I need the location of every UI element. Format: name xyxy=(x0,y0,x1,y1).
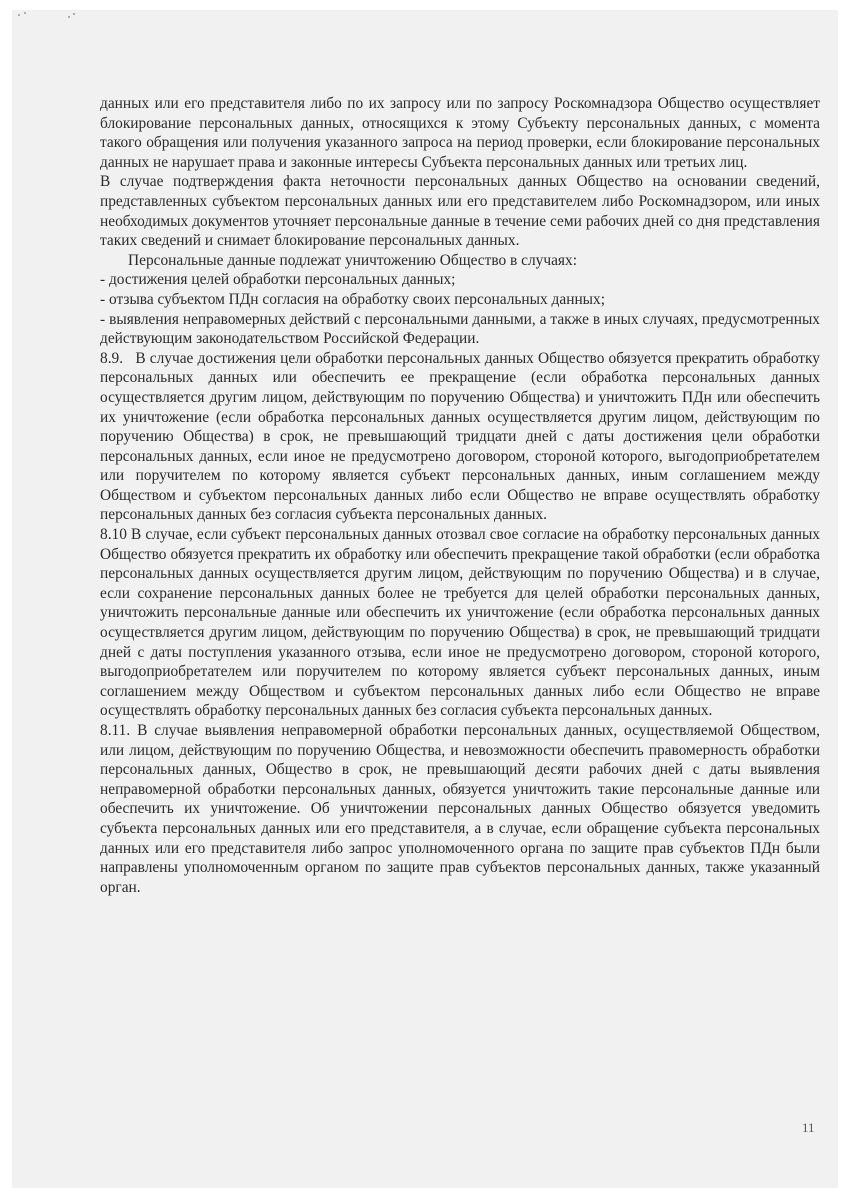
document-body xyxy=(100,94,820,897)
paragraph-destruction-cases: Персональные данные подлежат уничтожению Общество в случаях: xyxy=(128,251,577,269)
list-item: - выявления неправомерных действий с персональными данными, а также в иных случаях, предусмотренных действующим законодательством Российской Федерации. xyxy=(100,310,820,348)
list-item: - достижения целей обработки персональных данных; xyxy=(100,271,456,289)
clause-8-10: 8.10 В случае, если субъект персональных данных отозвал свое согласие на обработку персональных данных Общество обязуется прекратить их обработку или обеспечить прекращение такой обработки (если обработка персональных данных осуществляется другим лицом, действующим по поручению Общества) и в случае, если сохранение персональных данных более не требуется для целей обработки персональных данных, уничтожить персональные данные или обеспечить их уничтожение (если обработка персональных данных осуществляется другим лицом, действующим по поручению Общества) в срок, не превышающий тридцати дней с даты поступления указанного отзыва, если иное не предусмотрено договором, стороной которого, выгодоприобретателем или поручителем по которому является субъект персональных данных, иным соглашением между Обществом и субъектом персональных данных либо если Общество не вправе осуществлять обработку персональных данных без согласия субъекта персональных данных. xyxy=(100,526,820,720)
scan-speck xyxy=(18,14,20,16)
scan-speck xyxy=(73,13,75,15)
scan-speck xyxy=(24,12,26,14)
page-number: 11 xyxy=(802,1120,815,1135)
paragraph-blocking: данных или его представителя либо по их запросу или по запросу Роскомнадзора Общество осуществляет блокирование персональных данных, относящихся к этому Субъекту персональных данных, с момента такого обращения или получения указанного запроса на период проверки, если блокирование персональных данных не нарушает права и законные интересы Субъекта персональных данных или третьих лиц. xyxy=(100,95,820,171)
scan-speck xyxy=(68,16,70,18)
list-item: - отзыва субъектом ПДн согласия на обработку своих персональных данных; xyxy=(100,290,605,308)
clause-8-11: 8.11. В случае выявления неправомерной обработки персональных данных, осуществляемой Обществом, или лицом, действующим по поручению Общества, и невозможности обеспечить правомерность обработки персональных данных, Общество в срок, не превышающий десяти рабочих дней с даты выявления неправомерной обработки персональных данных, обязуется уничтожить такие персональные данные или обеспечить их уничтожение. Об уничтожении персональных данных Общество обязуется уведомить субъекта персональных данных или его представителя, а в случае, если обращение субъекта персональных данных или его представителя либо запрос уполномоченного органа по защите прав субъектов ПДн были направлены уполномоченным органом по защите прав субъектов персональных данных, также указанный орган. xyxy=(100,722,820,896)
paragraph-inaccuracy: В случае подтверждения факта неточности персональных данных Общество на основании сведений, представленных субъектом персональных данных или его представителем либо Роскомнадзором, или иных необходимых документов уточняет персональные данные в течение семи рабочих дней со дня представления таких сведений и снимает блокирование персональных данных. xyxy=(100,173,820,250)
clause-8-9: 8.9. В случае достижения цели обработки персональных данных Общество обязуется прекратить обработку персональных данных или обеспечить ее прекращение (если обработка персональных данных осуществляется другим лицом, действующим по поручению Общества) и уничтожить ПДн или обеспечить их уничтожение (если обработка персональных данных осуществляется другим лицом, действующим по поручению Общества) в срок, не превышающий тридцати дней с даты достижения цели обработки персональных данных, если иное не предусмотрено договором, стороной которого, выгодоприобретателем или поручителем по которому является субъект персональных данных, иным соглашением между Обществом и субъектом персональных данных либо если Общество не вправе осуществлять обработку персональных данных без согласия субъекта персональных данных. xyxy=(100,349,820,524)
document-page xyxy=(12,10,838,1188)
